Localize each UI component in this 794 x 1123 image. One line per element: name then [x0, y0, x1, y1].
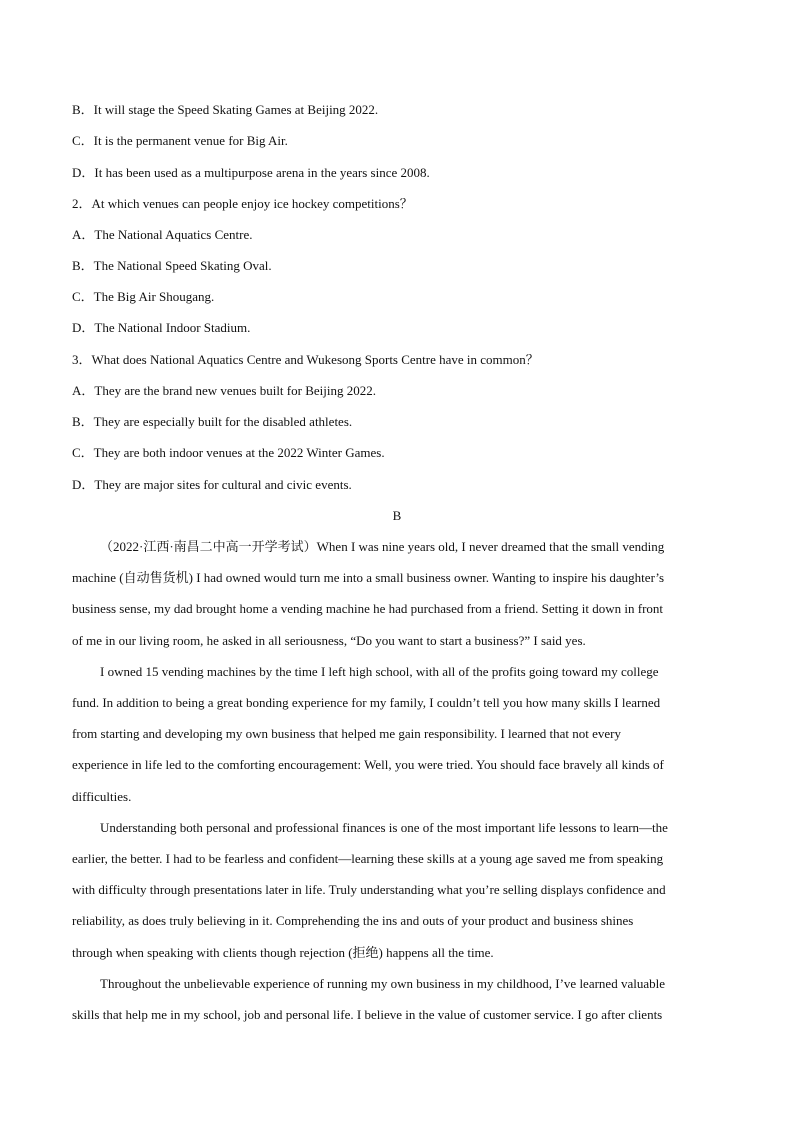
q2-option-a: A．The National Aquatics Centre. [72, 227, 253, 242]
q2-option-d: D．The National Indoor Stadium. [72, 320, 251, 335]
passage-line: experience in life led to the comforting encouragement: Well, you were tried. You should face bravely all kinds of [72, 757, 664, 772]
q2-option-c: C．The Big Air Shougang. [72, 289, 215, 304]
q1-option-d: D．It has been used as a multipurpose arena in the years since 2008. [72, 165, 430, 180]
passage-line: I owned 15 vending machines by the time I left high school, with all of the profits going toward my college [100, 664, 659, 679]
q3-stem: 3．What does National Aquatics Centre and Wukesong Sports Centre have in common？ [72, 352, 539, 367]
passage-line: reliability, as does truly believing in it. Comprehending the ins and outs of your product and business shines [72, 913, 634, 928]
q2-stem: 2．At which venues can people enjoy ice hockey competitions？ [72, 196, 413, 211]
q2-option-b: B．The National Speed Skating Oval. [72, 258, 272, 273]
q1-option-c: C．It is the permanent venue for Big Air. [72, 133, 288, 148]
passage-line: from starting and developing my own business that helped me gain responsibility. I learned that not every [72, 726, 622, 741]
passage-line: （2022·江西·南昌二中高一开学考试）When I was nine years old, I never dreamed that the small vending [100, 539, 665, 554]
passage-line: Understanding both personal and professional finances is one of the most important life lessons to learn—the [100, 820, 668, 835]
q3-option-a: A．They are the brand new venues built for Beijing 2022. [72, 383, 376, 398]
passage-line: fund. In addition to being a great bonding experience for my family, I couldn’t tell you how many skills I learned [72, 695, 661, 710]
passage-line: skills that help me in my school, job and personal life. I believe in the value of customer service. I go after clients [72, 1007, 663, 1022]
passage-line: machine (自动售货机) I had owned would turn me into a small business owner. Wanting to inspire his daughter’s [72, 570, 665, 585]
passage-line: of me in our living room, he asked in all seriousness, “Do you want to start a business?” I said yes. [72, 633, 586, 648]
q3-option-c: C．They are both indoor venues at the 2022 Winter Games. [72, 445, 385, 460]
passage-line: business sense, my dad brought home a vending machine he had purchased from a friend. Setting it down in front [72, 601, 664, 616]
passage-line: earlier, the better. I had to be fearless and confident—learning these skills at a young age saved me from speaking [72, 851, 664, 866]
passage-line: with difficulty through presentations later in life. Truly understanding what you’re selling displays confidence and [72, 882, 666, 897]
q3-option-d: D．They are major sites for cultural and civic events. [72, 477, 352, 492]
q3-option-b: B．They are especially built for the disabled athletes. [72, 414, 353, 429]
q1-option-b: B．It will stage the Speed Skating Games at Beijing 2022. [72, 102, 379, 117]
passage-line: through when speaking with clients though rejection (拒绝) happens all the time. [72, 945, 494, 960]
passage-line: Throughout the unbelievable experience of running my own business in my childhood, I’ve learned valuable [100, 976, 665, 991]
section-label: B [392, 508, 402, 523]
passage-line: difficulties. [72, 789, 132, 804]
